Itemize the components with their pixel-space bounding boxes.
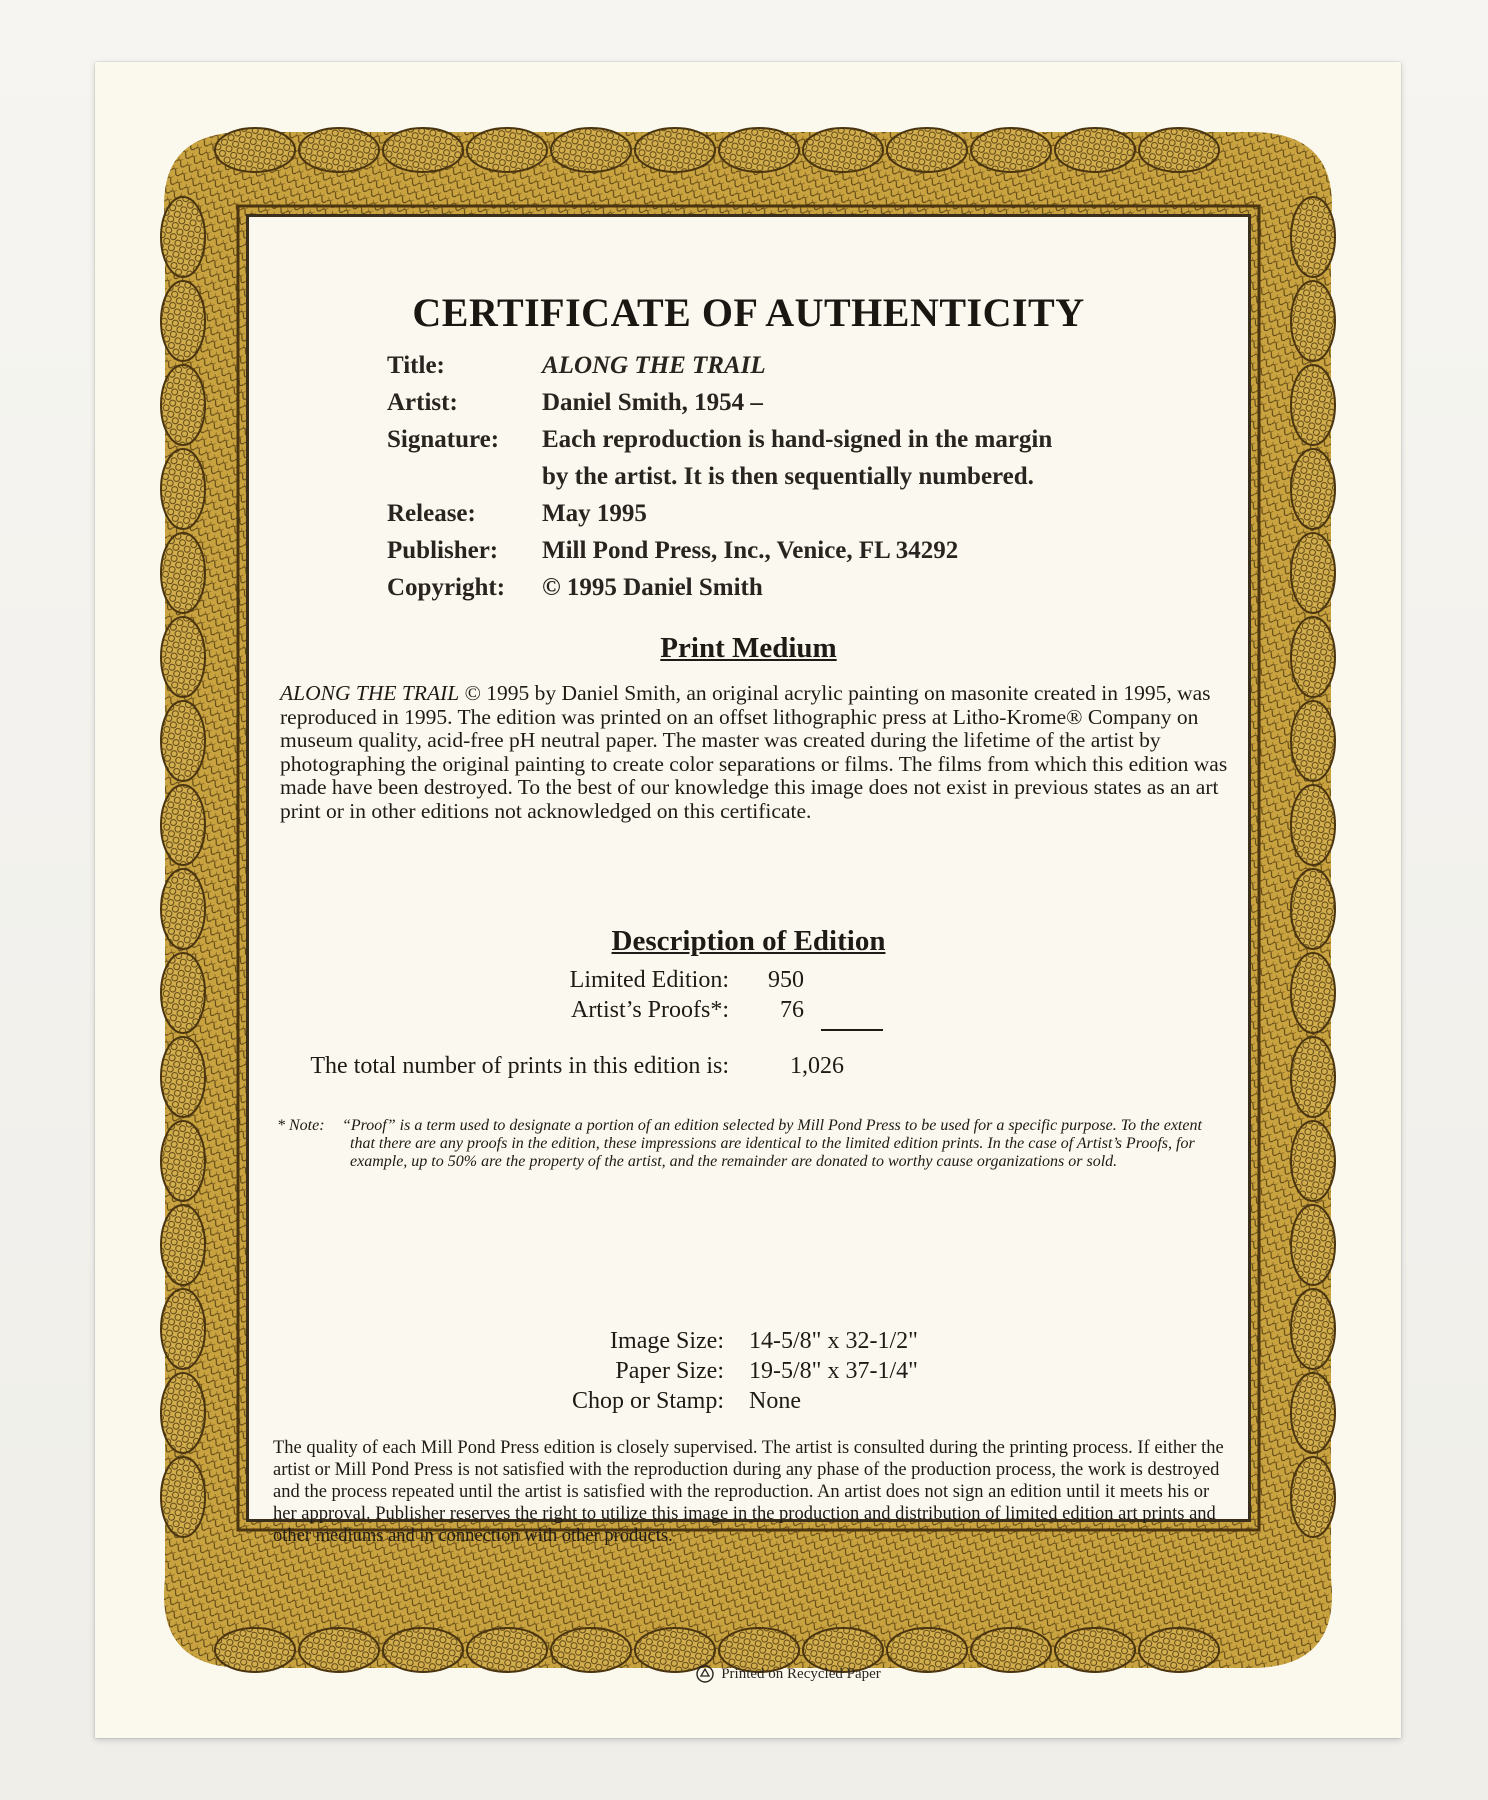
- artist-proofs-row: [409, 997, 804, 1024]
- footer-text: Printed on Recycled Paper: [721, 1665, 881, 1682]
- detail-label: Title:: [387, 352, 445, 379]
- paper-size-label: Paper Size:: [615, 1358, 724, 1384]
- border-lobe: [803, 128, 883, 172]
- border-lobe: [1291, 365, 1335, 445]
- border-lobe: [551, 128, 631, 172]
- sum-rule: [821, 1029, 883, 1031]
- limited-edition-label: Limited Edition:: [569, 967, 729, 993]
- border-lobe: [467, 128, 547, 172]
- border-lobe: [1291, 785, 1335, 865]
- border-lobe: [161, 449, 205, 529]
- border-lobe: [161, 1037, 205, 1117]
- chop-label: Chop or Stamp:: [571, 1388, 724, 1414]
- border-lobe: [299, 128, 379, 172]
- border-lobe: [1291, 449, 1335, 529]
- border-lobe: [161, 617, 205, 697]
- certificate-paper: [95, 62, 1401, 1738]
- border-lobe: [887, 128, 967, 172]
- border-lobe: [1291, 953, 1335, 1033]
- print-medium-paragraph: [280, 682, 1230, 823]
- recycled-notice: [695, 1664, 881, 1684]
- border-lobe: [1291, 1373, 1335, 1453]
- border-lobe: [215, 128, 295, 172]
- detail-row-signature-cont: [387, 458, 1147, 495]
- detail-value: May 1995: [542, 500, 647, 527]
- quality-statement: The quality of each Mill Pond Press edition is closely supervised. The artist is consulted during the printing process. If either the artist or Mill Pond Press is not satisfied with the reproduction during any phase of the production process, the work is destroyed and the process repeated until the artist is satisfied with the reproduction. An artist does not sign an edition until it meets his or her approval. Publisher reserves the right to utilize this image in the production and distribution of limited edition art prints and other mediums and in connection with other products.: [273, 1438, 1224, 1546]
- print-medium-text: © 1995 by Daniel Smith, an original acrylic painting on masonite created in 1995, was reproduced in 1995. The edition was printed on an offset lithographic press at Litho-Krome® Company on museum quality, acid-free pH neutral paper. The master was created during the lifetime of the artist by photographing the original painting to create color separations or films. The films from which this edition was made have been destroyed. To the best of our knowledge this image does not exist in previous states as an art print or in other editions not acknowledged on this certificate.: [280, 681, 1228, 823]
- paper-size-value: 19-5/8" x 37-1/4": [749, 1358, 918, 1384]
- total-prints-row: [289, 1053, 844, 1080]
- border-lobe: [1291, 281, 1335, 361]
- border-lobe: [161, 1121, 205, 1201]
- detail-value: Each reproduction is hand-signed in the margin: [542, 426, 1053, 453]
- border-lobe: [1291, 533, 1335, 613]
- border-lobe: [161, 1373, 205, 1453]
- total-prints-value: 1,026: [790, 1053, 844, 1079]
- border-lobe: [1291, 197, 1335, 277]
- image-size-row: [249, 1327, 918, 1355]
- border-lobe: [1291, 617, 1335, 697]
- limited-edition-row: [409, 967, 804, 994]
- border-lobe: [1291, 1037, 1335, 1117]
- border-lobe: [161, 953, 205, 1033]
- border-lobe: [161, 281, 205, 361]
- detail-row-release: [387, 495, 1147, 532]
- detail-label: [387, 458, 542, 495]
- border-lobe: [161, 1289, 205, 1369]
- chop-row: [249, 1387, 801, 1415]
- chop-value: None: [749, 1388, 801, 1414]
- footer: [95, 1664, 1401, 1689]
- border-lobe: [383, 128, 463, 172]
- border-lobe: [1291, 1289, 1335, 1369]
- detail-row-title: [387, 347, 1147, 384]
- border-lobe: [161, 197, 205, 277]
- detail-value: Mill Pond Press, Inc., Venice, FL 34292: [542, 537, 959, 564]
- detail-value: by the artist. It is then sequentially numbered.: [542, 463, 1034, 490]
- detail-value: © 1995 Daniel Smith: [542, 574, 763, 601]
- border-lobe: [1291, 701, 1335, 781]
- border-lobe: [161, 1457, 205, 1537]
- note-label: * Note:: [277, 1117, 325, 1134]
- detail-label: Copyright:: [387, 574, 506, 601]
- total-prints-label: The total number of prints in this edition is:: [310, 1053, 729, 1079]
- detail-row-artist: [387, 384, 1147, 421]
- border-lobe: [1291, 1457, 1335, 1537]
- detail-row-publisher: [387, 532, 1147, 569]
- recycle-icon: [695, 1664, 715, 1684]
- detail-label: Publisher:: [387, 537, 499, 564]
- print-medium-heading: Print Medium: [660, 632, 837, 664]
- border-lobe: [1291, 869, 1335, 949]
- border-lobe: [635, 128, 715, 172]
- border-lobe: [1291, 1205, 1335, 1285]
- detail-value: Daniel Smith, 1954 –: [542, 389, 763, 416]
- detail-label: Artist:: [387, 389, 458, 416]
- artist-proofs-value: 76: [780, 997, 804, 1023]
- border-lobe: [971, 128, 1051, 172]
- detail-row-copyright: [387, 569, 1147, 606]
- border-lobe: [161, 785, 205, 865]
- artwork-details: [387, 347, 1147, 606]
- certificate-title: CERTIFICATE OF AUTHENTICITY: [412, 290, 1085, 335]
- border-lobe: [161, 1205, 205, 1285]
- border-lobe: [161, 533, 205, 613]
- border-lobe: [1291, 1121, 1335, 1201]
- limited-edition-value: 950: [768, 967, 804, 993]
- edition-heading: Description of Edition: [611, 925, 886, 957]
- border-lobe: [719, 128, 799, 172]
- image-size-value: 14-5/8" x 32-1/2": [749, 1328, 918, 1354]
- border-lobe: [161, 365, 205, 445]
- border-lobe: [1139, 128, 1219, 172]
- certificate-body: [246, 214, 1251, 1546]
- detail-label: Release:: [387, 500, 476, 527]
- border-lobe: [161, 701, 205, 781]
- note-text: “Proof” is a term used to designate a portion of an edition selected by Mill Pond Press to be used for a specific purpose. To the extent that there are any proofs in the edition, these impressions are identical to the limited edition prints. In the case of Artist’s Proofs, for example, up to 50% are the property of the artist, and the remainder are donated to worthy cause organizations or sold.: [342, 1117, 1202, 1170]
- artwork-title-inline: ALONG THE TRAIL: [280, 681, 460, 705]
- detail-label: Signature:: [387, 426, 500, 453]
- detail-row-signature: [387, 421, 1147, 458]
- paper-size-row: [249, 1357, 918, 1385]
- image-size-label: Image Size:: [610, 1328, 724, 1354]
- artist-proofs-label: Artist’s Proofs*:: [570, 997, 729, 1023]
- detail-value: ALONG THE TRAIL: [542, 352, 766, 379]
- border-lobe: [161, 869, 205, 949]
- border-lobe: [1055, 128, 1135, 172]
